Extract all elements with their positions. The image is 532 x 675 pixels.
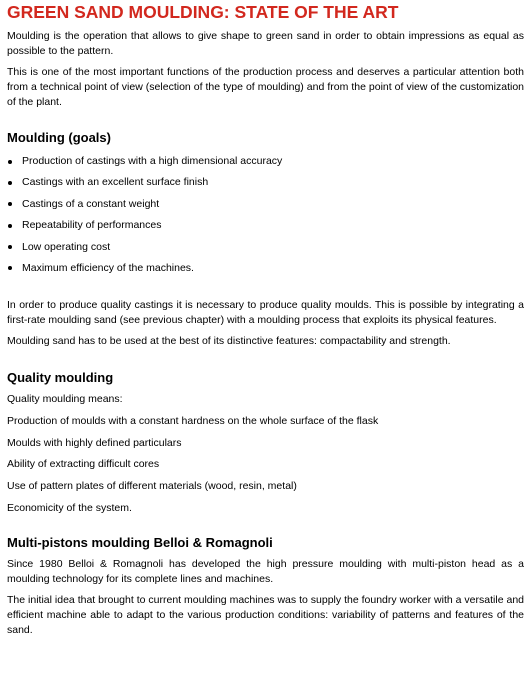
quality-line-1: Quality moulding means: <box>7 393 123 406</box>
multi-pistons-paragraph-2: The initial idea that brought to current moulding machines was to supply the foundry worker with a versatile and efficient machine able to adapt to the various production conditions: variability of patterns and features of the sand. <box>7 594 524 637</box>
goals-section <box>7 129 524 276</box>
goals-list <box>7 154 524 276</box>
bullet-icon <box>8 160 12 164</box>
quality-castings-paragraph-2: Moulding sand has to be used at the best of its distinctive features: compactability and strength. <box>7 335 451 348</box>
multi-pistons-paragraph-1: Since 1980 Belloi & Romagnoli has developed the high pressure moulding with multi-piston head as a moulding technology for its complete lines and machines. <box>7 558 524 586</box>
quality-line-6: Economicity of the system. <box>7 501 132 514</box>
quality-moulding-section <box>7 369 524 515</box>
list-item: Repeatability of performances <box>7 218 524 233</box>
list-item: Castings with an excellent surface finish <box>7 175 524 190</box>
quality-line-4: Ability of extracting difficult cores <box>7 458 160 471</box>
quality-castings-paragraph-1: In order to produce quality castings it is necessary to produce quality moulds. This is possible by integrating a first-rate moulding sand (see previous chapter) with a moulding process that exploits its physical features. <box>7 299 524 327</box>
quality-moulding-heading: Quality moulding <box>7 370 114 386</box>
bullet-icon <box>8 224 12 228</box>
quality-line-3: Moulds with highly defined particulars <box>7 436 182 449</box>
list-item: Low operating cost <box>7 240 524 255</box>
list-item: Maximum efficiency of the machines. <box>7 261 524 276</box>
bullet-icon <box>8 245 12 249</box>
intro-section <box>7 29 524 110</box>
quality-line-5: Use of pattern plates of different materials (wood, resin, metal) <box>7 480 297 493</box>
bullet-icon <box>8 202 12 206</box>
list-item: Production of castings with a high dimensional accuracy <box>7 154 524 169</box>
document-title: GREEN SAND MOULDING: STATE OF THE ART <box>7 2 399 22</box>
goals-heading: Moulding (goals) <box>7 130 111 145</box>
multi-pistons-section <box>7 534 524 638</box>
bullet-icon <box>8 266 12 270</box>
intro-paragraph-1: Moulding is the operation that allows to give shape to green sand in order to obtain impressions as equal as possible to the pattern. <box>7 30 524 57</box>
bullet-icon <box>8 181 12 185</box>
intro-paragraph-2: This is one of the most important functions of the production process and deserves a particular attention both from a technical point of view (selection of the type of moulding) and from the point of view of the customization of the plant. <box>7 66 524 108</box>
quality-castings-section <box>7 298 524 349</box>
list-item: Castings of a constant weight <box>7 197 524 212</box>
quality-line-2: Production of moulds with a constant hardness on the whole surface of the flask <box>7 415 379 428</box>
multi-pistons-heading: Multi-pistons moulding Belloi & Romagnoli <box>7 535 273 551</box>
